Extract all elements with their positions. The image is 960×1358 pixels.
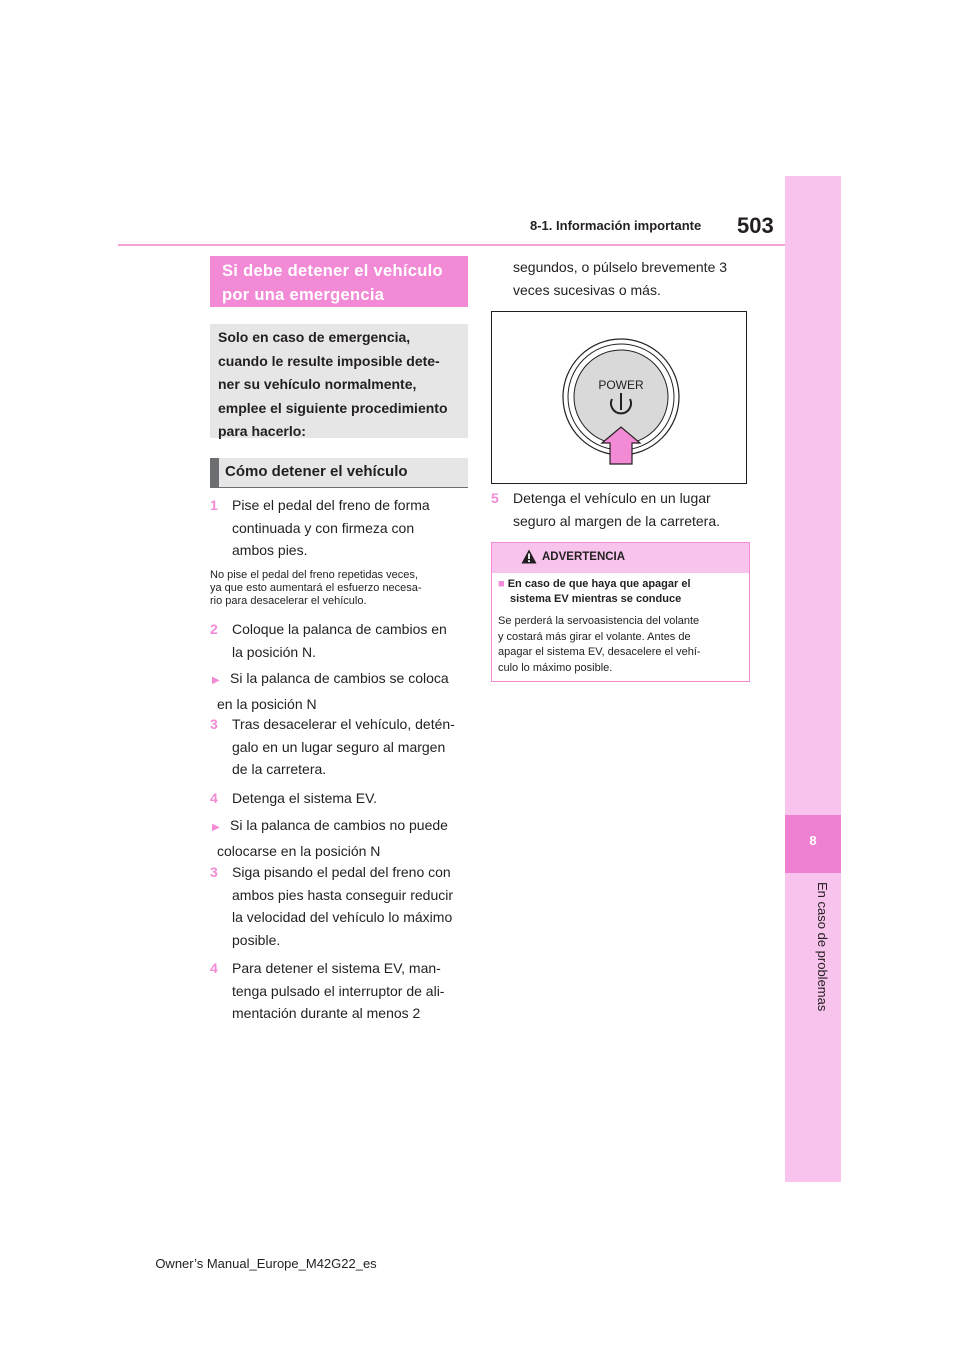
- warning-subtitle: [498, 577, 742, 606]
- warning-line: y costará más girar el volante. Antes de: [498, 630, 691, 643]
- footer: [0, 1256, 960, 1271]
- condition-line: colocarse en la posición N: [217, 842, 381, 859]
- step-line: ambos pies.: [232, 542, 308, 558]
- power-switch-figure: [491, 311, 747, 484]
- warning-box: [491, 542, 750, 682]
- step-line: Coloque la palanca de cambios en: [232, 621, 447, 637]
- condition-n-position: [212, 667, 474, 715]
- step-number: 2: [210, 621, 218, 637]
- step-4b: [210, 957, 472, 1025]
- condition-line: Si la palanca de cambios no puede: [230, 817, 448, 833]
- continued-text: [513, 256, 753, 301]
- intro-line: para hacerlo:: [218, 423, 306, 439]
- heading-line: por una emergencia: [222, 286, 385, 304]
- step-2: [210, 618, 472, 664]
- continued-line: segundos, o púlselo brevemente 3: [513, 259, 728, 275]
- note-line: rio para desacelerar el vehículo.: [210, 595, 367, 607]
- step-line: posible.: [232, 931, 281, 948]
- condition-not-n-position: [212, 814, 474, 862]
- condition-line: Si la palanca de cambios se coloca: [230, 670, 449, 686]
- step-line: la velocidad del vehículo lo máximo: [232, 909, 453, 925]
- stop-vehicle-heading: Cómo detener el vehículo: [210, 458, 468, 488]
- warning-line: apagar el sistema EV, desacelere el vehí-: [498, 646, 701, 658]
- warning-triangle-icon: [521, 549, 537, 564]
- footer-text: Owner’s Manual_Europe_M42G22_es: [155, 1256, 377, 1271]
- step-line: seguro al margen de la carretera.: [513, 512, 720, 529]
- warning-subtitle-line: sistema EV mientras se conduce: [510, 592, 682, 605]
- step-line: Tras desacelerar el vehículo, detén-: [232, 716, 455, 732]
- step-3a: [210, 713, 472, 781]
- condition-line: en la posición N: [217, 695, 317, 712]
- step-number: 1: [210, 497, 218, 513]
- continued-line: veces sucesivas o más.: [513, 281, 661, 298]
- warning-title: ADVERTENCIA: [542, 551, 626, 563]
- emergency-section-heading: [210, 256, 468, 307]
- side-tab-strip: [785, 176, 841, 1182]
- step-1: [210, 494, 472, 562]
- header-divider: [118, 244, 786, 246]
- step-line: Para detener el sistema EV, man-: [232, 960, 441, 976]
- arrow-right-icon: ▶: [212, 675, 220, 686]
- figure-power-label: POWER: [598, 378, 644, 392]
- step-line: continuada y con firmeza con: [232, 519, 415, 536]
- step-number: 3: [210, 864, 218, 880]
- power-switch-illustration: [492, 312, 746, 483]
- warning-subtitle-line: En caso de que haya que apagar el: [507, 578, 691, 590]
- intro-line: Solo en caso de emergencia,: [218, 329, 411, 345]
- intro-line: ner su vehículo normalmente,: [218, 376, 417, 392]
- side-tab-number: 8: [809, 833, 817, 848]
- note-line: No pise el pedal del freno repetidas veces,: [210, 569, 418, 581]
- step-line: tenga pulsado el interruptor de ali-: [232, 982, 445, 999]
- arrow-right-icon: ▶: [212, 822, 220, 833]
- step-line: Siga pisando el pedal del freno con: [232, 864, 451, 880]
- step-4a: [210, 787, 472, 810]
- step-number: 3: [210, 716, 218, 732]
- step-line: galo en un lugar seguro al margen: [232, 738, 446, 755]
- brake-note: [210, 569, 472, 608]
- page-number: 503: [737, 213, 774, 238]
- step-3b: [210, 861, 472, 951]
- step-line: Detenga el sistema EV.: [232, 790, 378, 806]
- note-line: ya que esto aumentará el esfuerzo necesa-: [210, 582, 422, 594]
- step-number: 4: [210, 960, 218, 976]
- side-tab-label: En caso de problemas: [815, 882, 830, 1012]
- step-line: ambos pies hasta conseguir reducir: [232, 886, 454, 903]
- square-bullet-icon: ■: [498, 578, 505, 590]
- step-line: mentación durante al menos 2: [232, 1005, 421, 1021]
- step-line: de la carretera.: [232, 761, 327, 777]
- warning-line: Se perderá la servoasistencia del volante: [498, 615, 700, 627]
- step-number: 4: [210, 790, 218, 806]
- step-5: [491, 487, 753, 533]
- heading-line: Si debe detener el vehículo: [222, 262, 443, 280]
- step-line: Pise el pedal del freno de forma: [232, 497, 430, 513]
- warning-line: culo lo máximo posible.: [498, 661, 613, 674]
- intro-box: [210, 324, 468, 438]
- intro-line: emplee el siguiente procedimiento: [218, 399, 448, 416]
- step-line: Detenga el vehículo en un lugar: [513, 490, 711, 506]
- step-number: 5: [491, 490, 499, 506]
- step-line: la posición N.: [232, 643, 317, 660]
- warning-text: [498, 614, 742, 676]
- header-section-title: 8-1. Información importante: [530, 218, 702, 233]
- intro-line: cuando le resulte imposible dete-: [218, 352, 440, 369]
